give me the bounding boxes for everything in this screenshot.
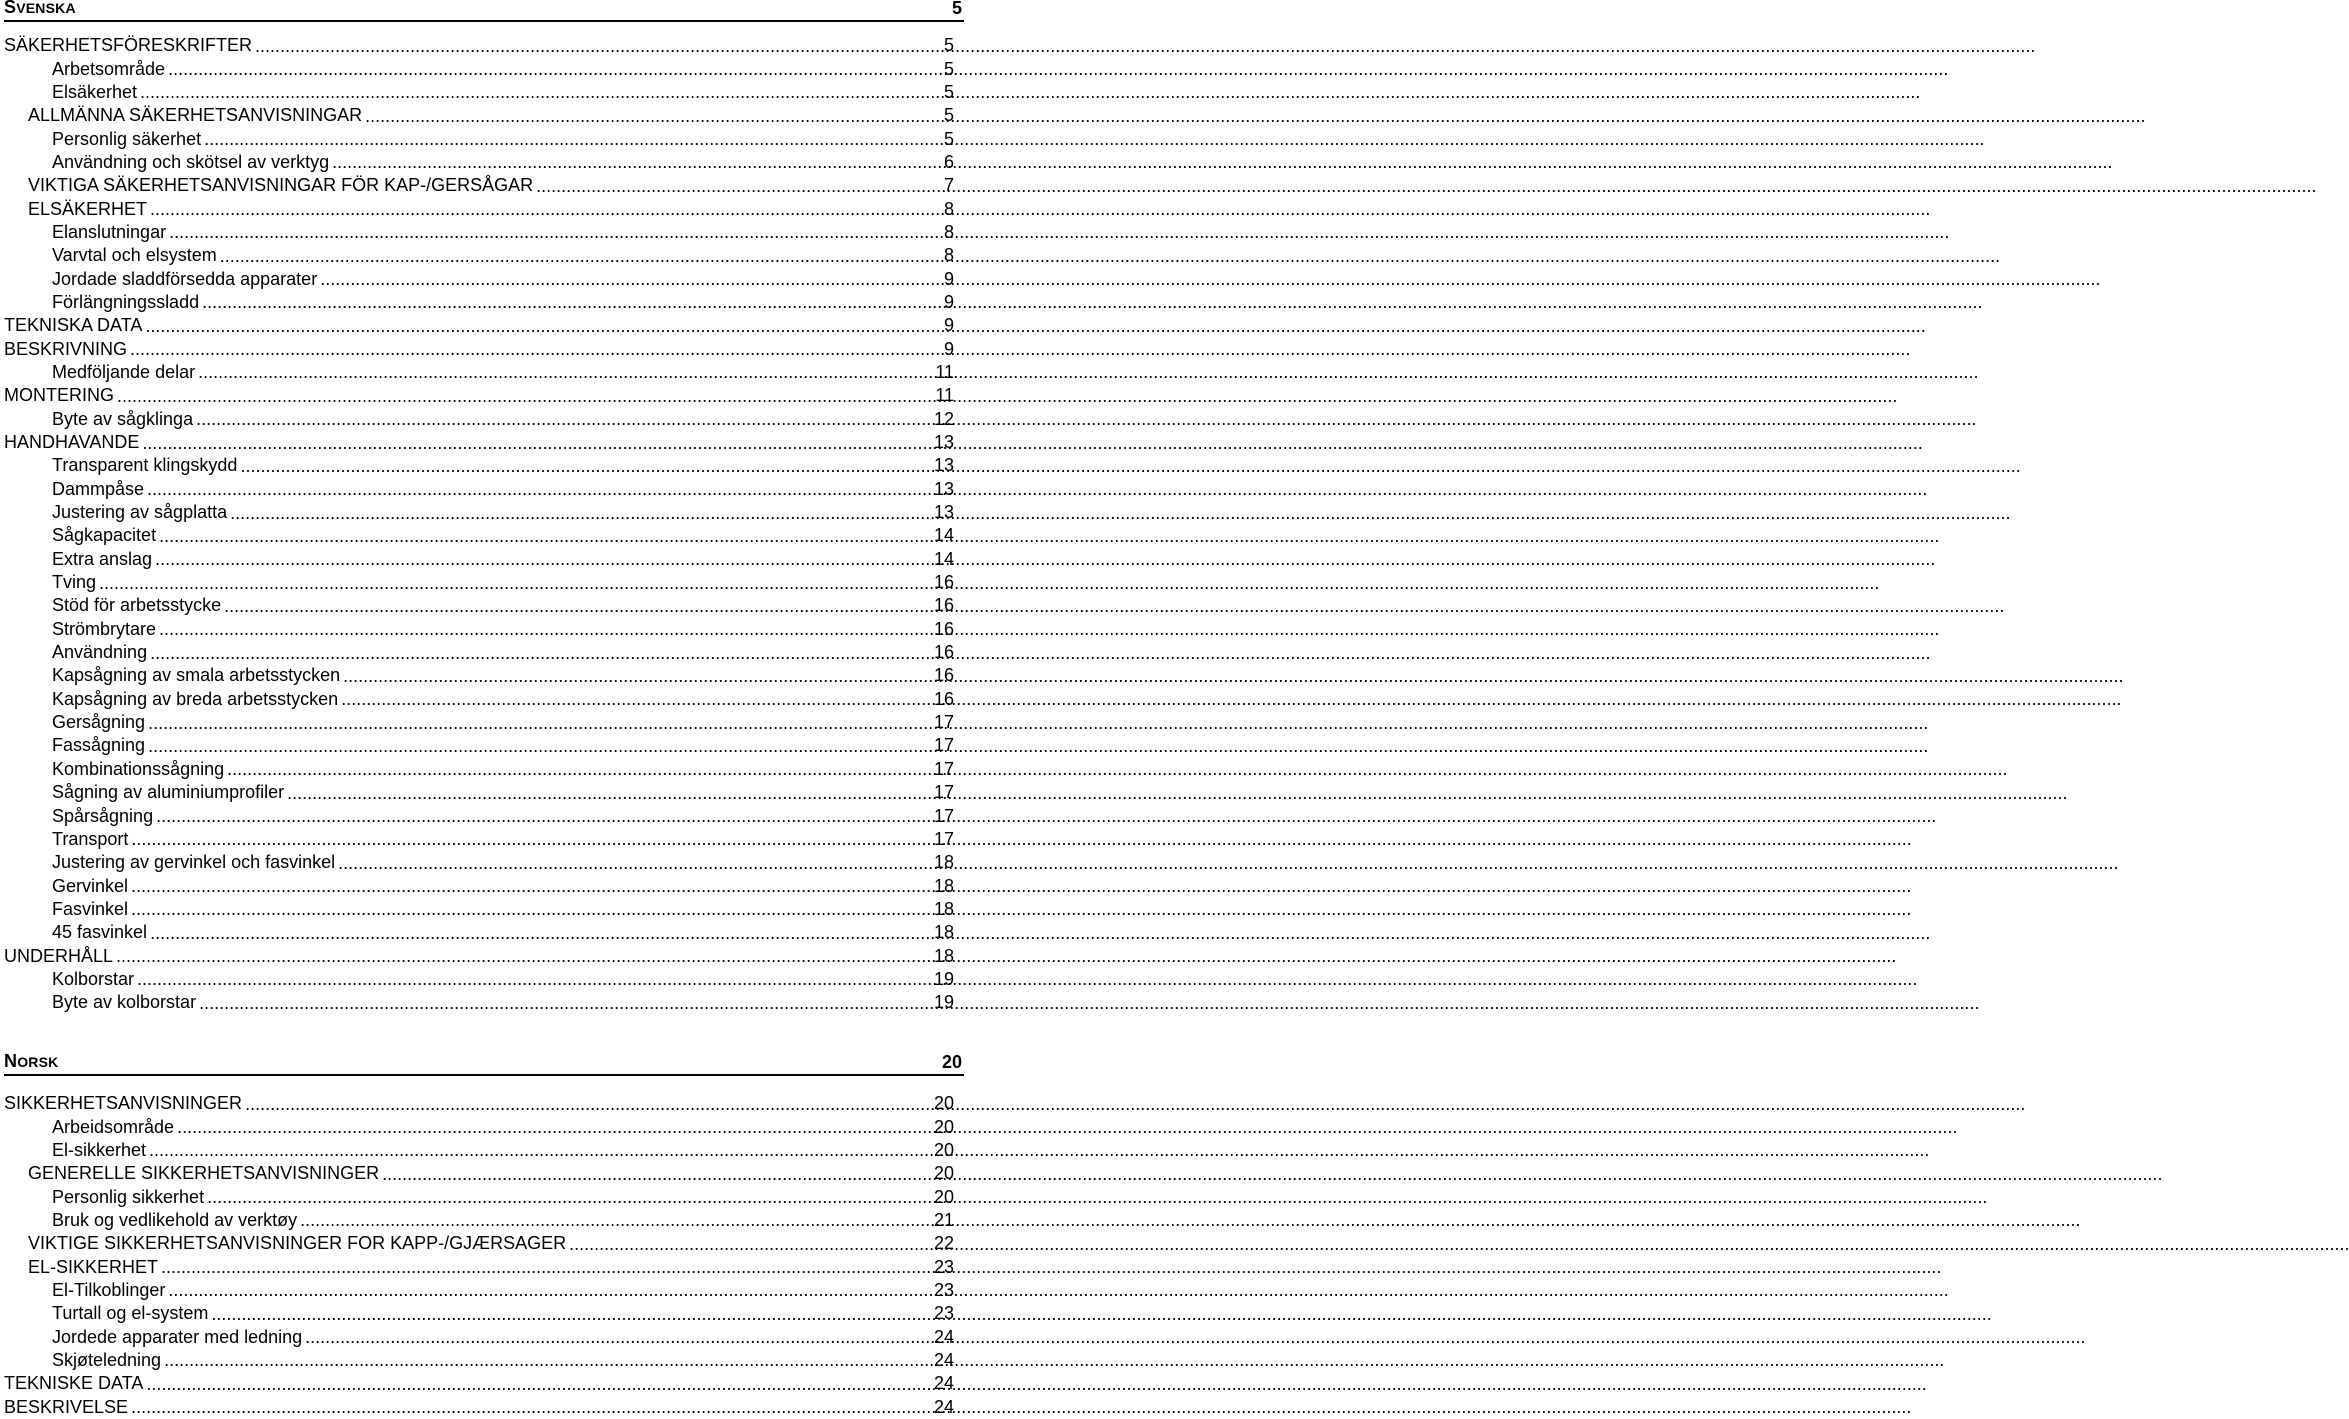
toc-entry[interactable] (0, 944, 954, 967)
dot-leader (196, 410, 931, 428)
toc-entry-title: El-sikkerhet (52, 1139, 147, 1160)
toc-entry-title: Fasvinkel (52, 898, 129, 919)
toc-entry-title: UNDERHÅLL (4, 945, 114, 966)
toc-entry[interactable] (0, 221, 954, 244)
toc-entry-page: 13 (933, 502, 954, 523)
toc-entry[interactable] (0, 1115, 954, 1138)
dot-leader (168, 60, 941, 78)
toc-entry-page: 17 (933, 805, 954, 826)
toc-entry[interactable] (0, 758, 954, 781)
toc-entry-title: Strömbrytare (52, 618, 157, 639)
toc-entry-page: 23 (933, 1256, 954, 1277)
toc-entry-page: 16 (933, 618, 954, 639)
dot-leader (320, 270, 941, 288)
section-header-svenska (4, 0, 964, 22)
toc-entry[interactable] (0, 1092, 954, 1115)
toc-entry-title: Användning (52, 642, 148, 663)
toc-entry-title: Kolborstar (52, 968, 135, 989)
toc-entry-page: 20 (933, 1139, 954, 1160)
toc-entry-title: Turtall og el-system (52, 1303, 209, 1324)
toc-entry-page: 13 (933, 478, 954, 499)
toc-entry-page: 12 (933, 408, 954, 429)
toc-entry-title: Sågning av aluminiumprofiler (52, 782, 285, 803)
toc-entry-title: EL-SIKKERHET (28, 1256, 159, 1277)
dot-leader (169, 223, 941, 241)
dot-leader (199, 994, 931, 1012)
toc-entry-title: Sågkapacitet (52, 525, 157, 546)
toc-entry-page: 9 (943, 338, 954, 359)
dot-leader (536, 177, 941, 195)
toc-entry-page: 18 (933, 945, 954, 966)
toc-entry-page: 17 (933, 782, 954, 803)
toc-entry[interactable] (0, 1185, 954, 1208)
toc-entry-page: 23 (933, 1279, 954, 1300)
toc-entry[interactable] (0, 711, 954, 734)
toc-entry-page: 17 (933, 828, 954, 849)
section-page-number: 20 (941, 1052, 962, 1072)
toc-entry-title: El-Tilkoblinger (52, 1279, 166, 1300)
toc-entry-page: 20 (933, 1186, 954, 1207)
toc-entry[interactable] (0, 127, 954, 150)
dot-leader (99, 574, 931, 592)
toc-entry-page: 21 (933, 1209, 954, 1230)
toc-entry[interactable] (0, 81, 954, 104)
toc-entry-title: Byte av sågklinga (52, 408, 194, 429)
toc-entry-page: 17 (933, 712, 954, 733)
toc-entry-page: 5 (943, 58, 954, 79)
toc-entry[interactable] (0, 688, 954, 711)
toc-entry-page: 9 (943, 268, 954, 289)
toc-entry-page: 14 (933, 525, 954, 546)
toc-entry[interactable] (0, 991, 954, 1014)
dot-leader (150, 644, 931, 662)
toc-entry[interactable] (0, 571, 954, 594)
toc-entry-title: Användning och skötsel av verktyg (52, 151, 330, 172)
toc-entry-page: 11 (935, 385, 954, 406)
toc-entry-page: 20 (933, 1163, 954, 1184)
toc-entry[interactable] (0, 1162, 954, 1185)
toc-entry[interactable] (0, 291, 954, 314)
toc-entry[interactable] (0, 501, 954, 524)
dot-leader (130, 340, 941, 358)
toc-entry-page: 18 (933, 875, 954, 896)
toc-page (0, 0, 960, 1417)
toc-entry-title: VIKTIGE SIKKERHETSANVISNINGER FOR KAPP-/GJÆRSAGER (28, 1233, 567, 1254)
toc-entry-page: 17 (933, 735, 954, 756)
toc-entry-title: SÄKERHETSFÖRESKRIFTER (4, 35, 253, 56)
toc-entry[interactable] (0, 408, 954, 431)
toc-entry-page: 18 (933, 898, 954, 919)
dot-leader (245, 1095, 931, 1113)
dot-leader (198, 363, 932, 381)
toc-entry-title: Förlängningssladd (52, 291, 200, 312)
toc-entry[interactable] (0, 244, 954, 267)
toc-entry-title: Varvtal och elsystem (52, 245, 217, 266)
dot-leader (202, 293, 941, 311)
toc-entry-title: HANDHAVANDE (4, 432, 140, 453)
toc-entry[interactable] (0, 874, 954, 897)
toc-entry-title: Extra anslag (52, 548, 153, 569)
toc-entry-title: Personlig sikkerhet (52, 1186, 205, 1207)
dot-leader (332, 153, 941, 171)
toc-entry-title: Fassågning (52, 735, 146, 756)
toc-entry-title: Arbeidsområde (52, 1116, 175, 1137)
toc-entry[interactable] (0, 34, 954, 57)
toc-entry[interactable] (0, 734, 954, 757)
toc-entry-page: 24 (933, 1396, 954, 1417)
toc-entry-title: 45 fasvinkel (52, 922, 148, 943)
toc-entry[interactable] (0, 174, 954, 197)
toc-list-svenska (0, 34, 960, 1014)
toc-entry[interactable] (0, 1139, 954, 1162)
dot-leader (305, 1328, 931, 1346)
section-title-rest: ORSK (17, 1054, 59, 1070)
toc-entry-title: Medföljande delar (52, 361, 196, 382)
toc-entry[interactable] (0, 104, 954, 127)
toc-entry-page: 18 (933, 922, 954, 943)
dot-leader (227, 760, 931, 778)
toc-entry[interactable] (0, 1395, 954, 1418)
toc-entry-page: 23 (933, 1303, 954, 1324)
toc-entry-page: 6 (943, 151, 954, 172)
toc-entry-page: 16 (933, 665, 954, 686)
toc-entry-title: Arbetsområde (52, 58, 166, 79)
toc-entry-page: 16 (933, 642, 954, 663)
toc-entry[interactable] (0, 1232, 954, 1255)
dot-leader (148, 737, 931, 755)
toc-entry-page: 17 (933, 758, 954, 779)
dot-leader (150, 200, 941, 218)
toc-entry-title: Kapsågning av smala arbetsstycken (52, 665, 341, 686)
toc-entry-page: 5 (943, 128, 954, 149)
toc-entry-title: Tving (52, 572, 97, 593)
dot-leader (168, 1281, 931, 1299)
dot-leader (131, 1398, 931, 1416)
toc-entry[interactable] (0, 921, 954, 944)
dot-leader (382, 1165, 931, 1183)
section-page-number: 5 (951, 0, 962, 18)
toc-entry-title: Jordede apparater med ledning (52, 1326, 303, 1347)
toc-entry[interactable] (0, 898, 954, 921)
toc-entry-title: GENERELLE SIKKERHETSANVISNINGER (28, 1163, 380, 1184)
toc-entry-page: 20 (933, 1116, 954, 1137)
toc-entry-title: Justering av sågplatta (52, 502, 228, 523)
toc-entry[interactable] (0, 1372, 954, 1395)
toc-entry-page: 8 (943, 221, 954, 242)
toc-entry-page: 8 (943, 245, 954, 266)
dot-leader (161, 1258, 931, 1276)
dot-leader (155, 550, 931, 568)
toc-entry[interactable] (0, 1325, 954, 1348)
toc-entry[interactable] (0, 151, 954, 174)
toc-entry[interactable] (0, 524, 954, 547)
toc-entry-title: ELSÄKERHET (28, 198, 148, 219)
toc-entry-page: 14 (933, 548, 954, 569)
toc-entry-page: 13 (933, 432, 954, 453)
dot-leader (204, 130, 941, 148)
toc-entry-title: Skjøteledning (52, 1349, 162, 1370)
toc-entry-title: BESKRIVNING (4, 338, 128, 359)
toc-entry-title: Byte av kolborstar (52, 992, 197, 1013)
toc-entry[interactable] (0, 314, 954, 337)
dot-leader (211, 1305, 931, 1323)
toc-entry-title: MONTERING (4, 385, 114, 406)
dot-leader (131, 877, 931, 895)
dot-leader (156, 807, 931, 825)
toc-entry-page: 24 (933, 1326, 954, 1347)
dot-leader (207, 1188, 931, 1206)
toc-entry[interactable] (0, 1349, 954, 1372)
dot-leader (131, 900, 931, 918)
toc-entry-page: 20 (933, 1093, 954, 1114)
dot-leader (147, 480, 931, 498)
toc-entry[interactable] (0, 1209, 954, 1232)
toc-entry-title: Kapsågning av breda arbetsstycken (52, 688, 339, 709)
toc-entry[interactable] (0, 548, 954, 571)
toc-entry-page: 16 (933, 595, 954, 616)
toc-entry-title: Justering av gervinkel och fasvinkel (52, 852, 336, 873)
dot-leader (131, 830, 931, 848)
toc-entry[interactable] (0, 478, 954, 501)
toc-entry-title: Stöd för arbetsstycke (52, 595, 222, 616)
dot-leader (255, 37, 941, 55)
toc-entry-page: 24 (933, 1373, 954, 1394)
dot-leader (240, 457, 931, 475)
toc-entry-page: 24 (933, 1349, 954, 1370)
toc-entry[interactable] (0, 1255, 954, 1278)
toc-entry[interactable] (0, 781, 954, 804)
section-header-norsk (4, 1051, 964, 1076)
toc-entry-title: ALLMÄNNA SÄKERHETSANVISNINGAR (28, 105, 363, 126)
toc-entry-title: Jordade sladdförsedda apparater (52, 268, 318, 289)
toc-entry-title: Transparent klingskydd (52, 455, 238, 476)
dot-leader (149, 1141, 931, 1159)
dot-leader (116, 947, 931, 965)
dot-leader (224, 597, 931, 615)
toc-entry[interactable] (0, 1302, 954, 1325)
dot-leader (569, 1235, 931, 1253)
toc-entry[interactable] (0, 361, 954, 384)
toc-entry-title: TEKNISKA DATA (4, 315, 143, 336)
toc-list-norsk (0, 1092, 960, 1419)
dot-leader (343, 667, 931, 685)
dot-leader (145, 317, 941, 335)
toc-entry-page: 22 (933, 1233, 954, 1254)
toc-entry-title: Spårsågning (52, 805, 154, 826)
dot-leader (164, 1351, 931, 1369)
toc-entry-page: 11 (935, 361, 954, 382)
dot-leader (341, 690, 931, 708)
toc-entry-page: 5 (943, 81, 954, 102)
toc-entry[interactable] (0, 664, 954, 687)
toc-entry-page: 9 (943, 315, 954, 336)
dot-leader (220, 247, 941, 265)
dot-leader (117, 387, 932, 405)
section-title (4, 0, 76, 17)
toc-entry-page: 18 (933, 852, 954, 873)
toc-entry-page: 7 (943, 175, 954, 196)
dot-leader (300, 1211, 931, 1229)
toc-entry[interactable] (0, 851, 954, 874)
toc-entry-title: VIKTIGA SÄKERHETSANVISNINGAR FÖR KAP-/GERSÅGAR (28, 175, 534, 196)
section-title-initial: S (4, 0, 17, 17)
dot-leader (365, 107, 941, 125)
toc-entry-page: 13 (933, 455, 954, 476)
toc-entry[interactable] (0, 594, 954, 617)
toc-entry[interactable] (0, 968, 954, 991)
dot-leader (137, 970, 931, 988)
toc-entry-page: 8 (943, 198, 954, 219)
dot-leader (177, 1118, 931, 1136)
dot-leader (150, 924, 931, 942)
toc-entry-title: Transport (52, 828, 129, 849)
toc-entry[interactable] (0, 804, 954, 827)
dot-leader (148, 714, 931, 732)
toc-entry-title: BESKRIVELSE (4, 1396, 129, 1417)
toc-entry-title: Bruk og vedlikehold av verktøy (52, 1209, 298, 1230)
toc-entry-title: Elsäkerhet (52, 81, 138, 102)
toc-entry[interactable] (0, 57, 954, 80)
dot-leader (142, 434, 931, 452)
toc-entry-title: TEKNISKE DATA (4, 1373, 144, 1394)
toc-entry[interactable] (0, 641, 954, 664)
dot-leader (159, 527, 931, 545)
toc-entry-page: 9 (943, 291, 954, 312)
toc-entry-page: 5 (943, 35, 954, 56)
toc-entry-title: SIKKERHETSANVISNINGER (4, 1093, 243, 1114)
toc-entry[interactable] (0, 828, 954, 851)
dot-leader (287, 784, 931, 802)
toc-entry-title: Dammpåse (52, 478, 145, 499)
section-title (4, 1052, 58, 1071)
dot-leader (159, 620, 931, 638)
toc-entry[interactable] (0, 267, 954, 290)
toc-entry-page: 19 (933, 992, 954, 1013)
dot-leader (230, 504, 931, 522)
toc-entry-page: 16 (933, 572, 954, 593)
toc-entry[interactable] (0, 197, 954, 220)
toc-entry-title: Elanslutningar (52, 221, 167, 242)
section-title-rest: VENSKA (16, 0, 76, 16)
dot-leader (338, 854, 931, 872)
toc-entry[interactable] (0, 431, 954, 454)
dot-leader (146, 1375, 931, 1393)
toc-entry-page: 19 (933, 968, 954, 989)
toc-entry-title: Gervinkel (52, 875, 129, 896)
toc-entry[interactable] (0, 337, 954, 360)
toc-entry[interactable] (0, 454, 954, 477)
toc-entry[interactable] (0, 384, 954, 407)
toc-entry-page: 16 (933, 688, 954, 709)
dot-leader (140, 83, 941, 101)
toc-entry-title: Gersågning (52, 712, 146, 733)
toc-entry[interactable] (0, 1279, 954, 1302)
toc-entry-title: Personlig säkerhet (52, 128, 202, 149)
toc-entry-title: Kombinationssågning (52, 758, 225, 779)
section-title-initial: N (4, 1051, 18, 1071)
toc-entry-page: 5 (943, 105, 954, 126)
toc-entry[interactable] (0, 618, 954, 641)
